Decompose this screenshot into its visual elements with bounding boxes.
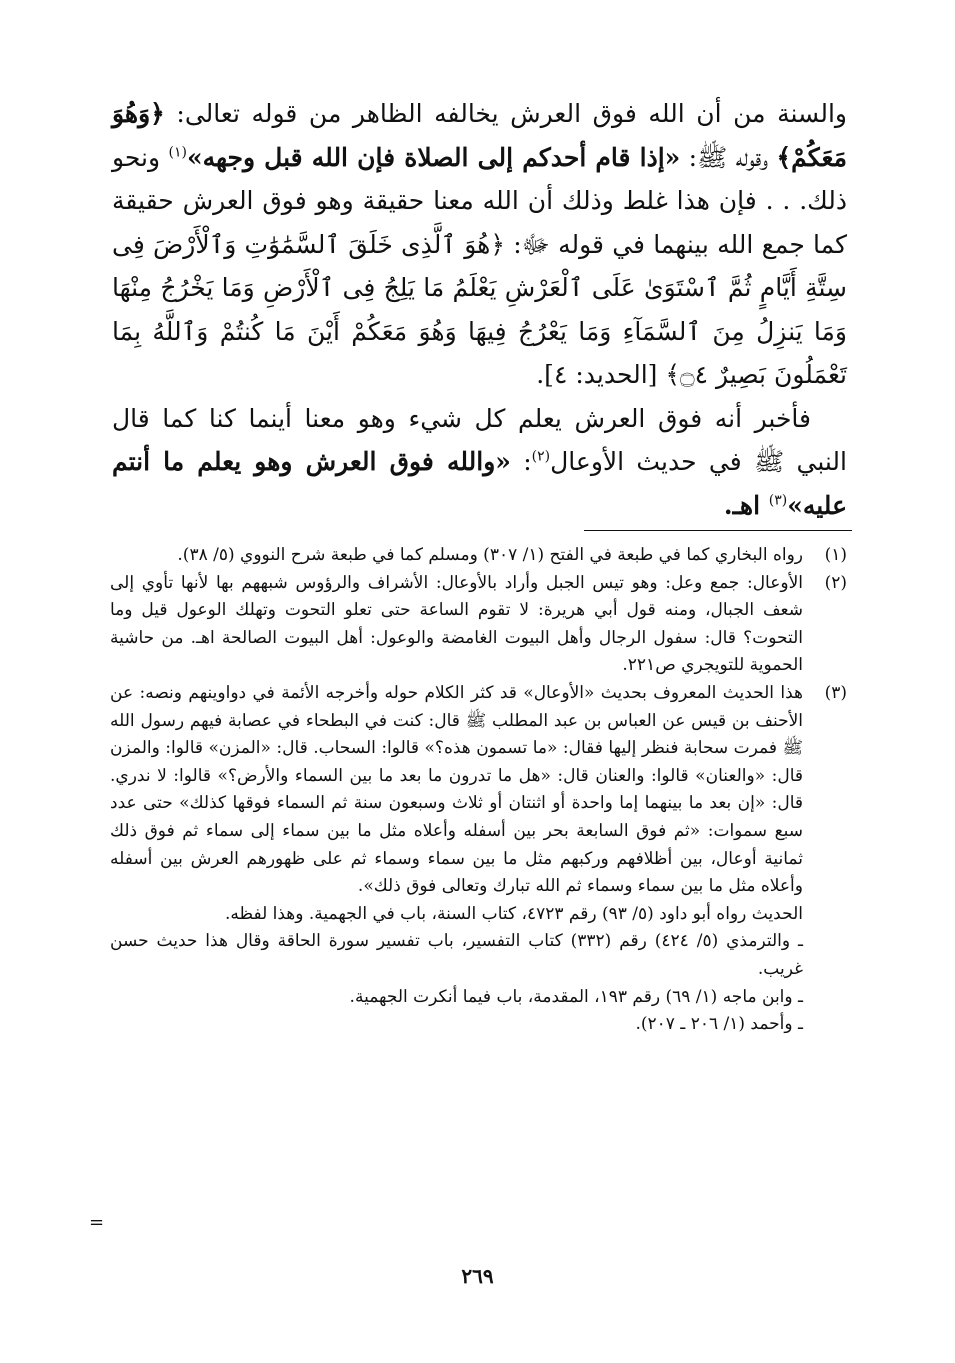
hadith-quote: «والله فوق العرش وهو يعلم ما أنتم عليه»	[112, 447, 847, 520]
footnote-text: رواه البخاري كما في طبعة في الفتح (١/ ٣٠٧) ومسلم كما في طبعة شرح النووي (٥/ ٣٨).	[177, 545, 803, 565]
paragraph-2	[112, 397, 847, 528]
footnote-separator	[584, 530, 852, 531]
verse-reference: [الحديد: ٤].	[536, 360, 666, 389]
footnote-2	[110, 570, 847, 680]
margin-mark: =	[89, 1212, 105, 1233]
quran-quote: ﴿وَهُوَ مَعَكُمْ﴾	[112, 99, 847, 172]
text-segment: وقوله ﷺ:	[680, 142, 777, 172]
footnote-text: الأوعال: جمع وعل: وهو تيس الجبل وأراد بالأوعال: الأشراف والرؤوس شبههم بها لأنها تأوي إلى شعف الجبال، ومنه قول أبي هريرة: لا تقوم الساعة حتى تعلو التحوت وتهلك الوعول قيل وما التحوت؟ قال: سفول الرجال وأهل البيوت الغامضة والوعول: أهل البيوت الصالحة اهـ. من حاشية الحموية للتويجري ص٢٢١.	[110, 572, 803, 676]
quran-verse: ﴿هُوَ ٱلَّذِى خَلَقَ ٱلسَّمَٰوَٰتِ وَٱلْأَرْضَ فِى سِتَّةِ أَيَّامٍ ثُمَّ ٱسْتَوَىٰ عَلَى ٱلْعَرْشِ يَعْلَمُ مَا يَلِجُ فِى ٱلْأَرْضِ وَمَا يَخْرُجُ مِنْهَا وَمَا يَنزِلُ مِنَ ٱلسَّمَآءِ وَمَا يَعْرُجُ فِيهَا وَهُوَ مَعَكُمْ أَيْنَ مَا كُنتُمْ وَٱللَّهُ بِمَا تَعْمَلُونَ بَصِيرٌ ۝٤﴾	[112, 229, 848, 389]
footnote-source-tirmidhi: ـ والترمذي (٥/ ٤٢٤) رقم (٣٣٢) كتاب التفسير، باب تفسير سورة الحاقة وقال هذا حديث حسن غريب.	[110, 931, 803, 979]
footnote-ref-2[interactable]: (٢)	[531, 448, 551, 465]
footnotes	[110, 542, 847, 1039]
footnote-3	[110, 680, 847, 1039]
main-text	[112, 92, 847, 527]
footnote-source-ibnmajah: ـ وابن ماجه (١/ ٦٩) رقم ١٩٣، المقدمة، باب فيما أنكرت الجهمية.	[349, 986, 803, 1007]
text-segment: فأخبر أنه فوق العرش يعلم كل شيء وهو معنا أينما كنا كما قال النبي ﷺ في حديث الأوعال	[112, 403, 847, 476]
hadith-quote: «إذا قام أحدكم إلى الصلاة فإن الله قبل وجهه»	[186, 142, 681, 172]
footnote-text: هذا الحديث المعروف بحديث «الأوعال» قد كثر الكلام حوله وأخرجه الأئمة في دواوينهم ونصه: عن الأحنف بن قيس عن العباس بن عبد المطلب ﷺ قال: كنت في البطحاء في عصابة فيهم رسول الله ﷺ فمرت سحابة فنظر إليها فقال: «ما تسمون هذه؟» قالوا: السحاب. قال: «المزن» قالوا: والمزن قال: «والعنان» قالوا: والعنان قال: «هل ما تدرون ما بعد ما بين السماء والأرض؟» قالوا: لا ندري. قال: «إن بعد ما بينهما إما واحدة أو اثنتان أو ثلاث وسبعون سنة ثم السماء فوقها كذلك» حتى عدد سبع سموات: «ثم فوق السابعة بحر بين أسفله وأعلاه مثل ما بين سماء إلى سماء ثم فوق ذلك ثمانية أوعال، بين أظلافهم وركبهم مثل ما بين سماء وسماء ثم على ظهورهم العرش بين أسفله وأعلاه مثل ما بين سماء وسماء ثم الله تبارك وتعالى فوق ذلك».	[110, 682, 803, 897]
footnote-ref-3[interactable]: (٣)	[768, 492, 788, 509]
footnote-ref-1[interactable]: (١)	[168, 144, 187, 161]
text-segment: :	[510, 447, 532, 476]
paragraph-1	[112, 92, 847, 397]
text-segment: اهـ.	[723, 490, 769, 520]
footnote-source-ahmad: ـ وأحمد (١/ ٢٠٦ ـ ٢٠٧).	[635, 1014, 803, 1035]
footnote-number: (١)	[824, 545, 847, 565]
text-segment: ونحو ذلك. . . فإن هذا غلط وذلك أن الله معنا حقيقة وهو فوق العرش حقيقة كما جمع الله بينهما في قوله ﷻ:	[112, 142, 847, 259]
footnote-number: (٣)	[824, 682, 847, 703]
footnote-source-abudawud: الحديث رواه أبو داود (٥/ ٩٣) رقم ٤٧٢٣، كتاب السنة، باب في الجهمية. وهذا لفظه.	[225, 903, 803, 924]
footnote-number: (٢)	[824, 572, 847, 593]
footnote-1	[110, 542, 847, 570]
page-number: ٢٦٩	[461, 1264, 494, 1288]
text-segment: والسنة من أن الله فوق العرش يخالفه الظاهر من قوله تعالى:	[164, 99, 847, 128]
